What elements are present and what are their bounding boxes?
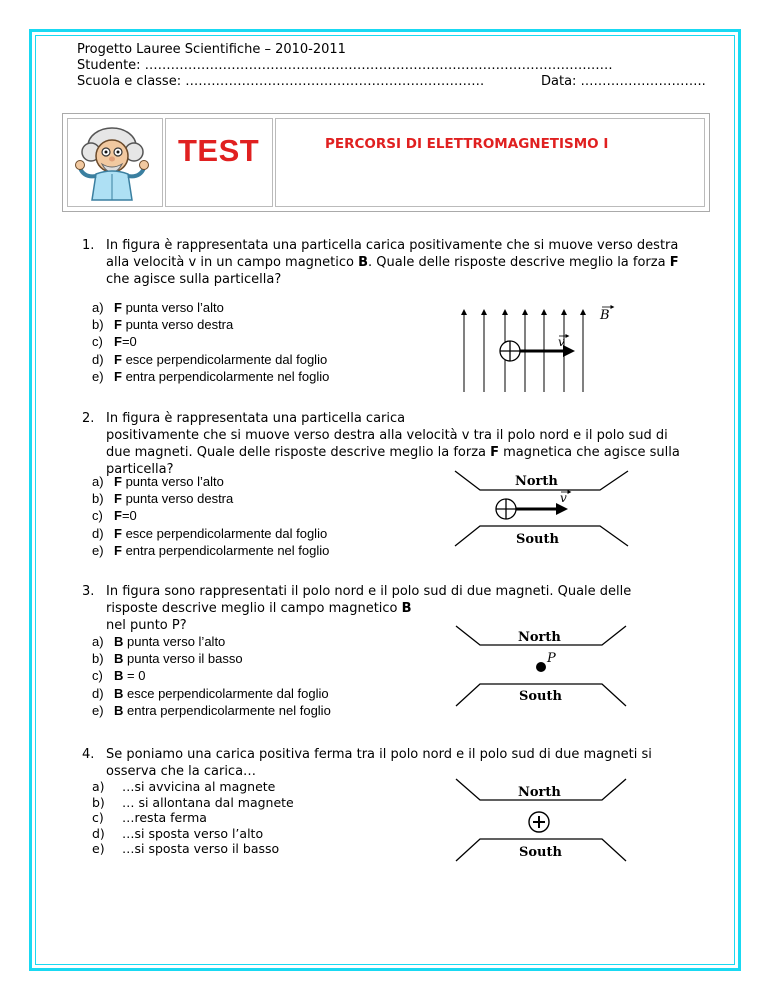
answer-option <box>92 702 331 719</box>
option-text: entra perpendicolarmente nel foglio <box>121 368 330 384</box>
figure-3-magnets-point-p <box>452 624 632 710</box>
test-label: TEST <box>178 133 260 168</box>
question-2-options <box>92 473 329 559</box>
date-field: Data: ……………………….. <box>541 74 706 89</box>
answer-option <box>92 299 329 316</box>
answer-option <box>92 473 329 490</box>
question-line: risposte descrive meglio il campo magnetico B <box>106 601 412 616</box>
north-label: North <box>518 785 561 800</box>
option-letter: a) <box>92 300 104 315</box>
answer-option <box>92 795 294 811</box>
question-line: due magneti. Quale delle risposte descrive meglio la forza F magnetica che agisce sulla <box>106 445 680 460</box>
option-text: entra perpendicolarmente nel foglio <box>123 702 331 718</box>
south-label: South <box>519 689 562 704</box>
option-symbol: F <box>114 317 122 333</box>
answer-option <box>92 667 331 684</box>
option-letter: a) <box>92 634 104 649</box>
north-label: North <box>515 474 558 489</box>
answer-option <box>92 316 329 333</box>
option-letter: d) <box>92 685 104 701</box>
option-text: punta verso l’alto <box>123 634 226 649</box>
south-label: South <box>519 845 562 860</box>
option-symbol: B <box>114 685 124 701</box>
figure-4-magnets-stationary-charge <box>452 775 632 865</box>
option-letter: e) <box>92 542 104 558</box>
option-letter: a) <box>92 474 104 489</box>
answer-option <box>92 779 294 795</box>
north-label: North <box>518 630 561 645</box>
option-text: =0 <box>121 508 137 524</box>
option-symbol: F <box>114 542 122 558</box>
question-line: che agisce sulla particella? <box>106 272 282 287</box>
option-letter: b) <box>92 794 105 810</box>
option-text: = 0 <box>123 668 146 684</box>
option-letter: c) <box>92 810 104 826</box>
answer-option <box>92 333 329 350</box>
field-b-label: B <box>600 308 610 323</box>
option-symbol: F <box>114 368 122 384</box>
option-symbol: F <box>114 351 122 367</box>
option-letter: b) <box>92 651 104 667</box>
question-line: 2. In figura è rappresentata una particella carica <box>82 411 406 426</box>
question-number: 3. <box>82 584 95 599</box>
option-letter: e) <box>92 702 104 718</box>
student-field: Studente: ……………………………………………………………………………………………… <box>77 58 613 73</box>
option-text: …si avvicina al magnete <box>122 779 276 794</box>
question-line: 1. In figura è rappresentata una particella carica positivamente che si muove verso destra <box>82 238 679 253</box>
question-1-options <box>92 299 329 385</box>
option-letter: c) <box>92 668 103 684</box>
option-symbol: F <box>114 508 122 524</box>
question-4-options <box>92 779 294 857</box>
figure-1-magnetic-field <box>455 300 625 394</box>
option-letter: d) <box>92 825 105 841</box>
question-line: 4. Se poniamo una carica positiva ferma tra il polo nord e il polo sud di due magneti si <box>82 747 652 762</box>
option-text: punta verso destra <box>121 317 234 333</box>
answer-option <box>92 650 331 667</box>
figure-2-magnets-moving-charge <box>450 468 635 554</box>
option-text: punta verso il basso <box>123 651 243 667</box>
velocity-label: v <box>560 491 567 505</box>
south-label: South <box>516 532 559 547</box>
question-number: 4. <box>82 747 95 762</box>
answer-option <box>92 685 331 702</box>
option-letter: c) <box>92 508 103 524</box>
question-line: particella? <box>106 462 174 477</box>
option-text: entra perpendicolarmente nel foglio <box>121 542 330 558</box>
answer-option <box>92 841 294 857</box>
option-letter: d) <box>92 525 104 541</box>
answer-option <box>92 368 329 385</box>
option-letter: a) <box>92 779 105 794</box>
title-box <box>62 113 710 212</box>
option-symbol: F <box>114 334 122 350</box>
option-symbol: F <box>114 525 122 541</box>
option-letter: e) <box>92 841 105 857</box>
option-text: …resta ferma <box>122 810 207 826</box>
option-symbol: F <box>114 491 122 507</box>
school-field: Scuola e classe: …………………………………………………………… <box>77 74 485 89</box>
option-symbol: F <box>114 474 122 489</box>
title-cell <box>275 118 705 207</box>
option-symbol: F <box>114 300 122 315</box>
option-symbol: B <box>114 702 124 718</box>
question-line: 3. In figura sono rappresentati il polo nord e il polo sud di due magneti. Quale delle <box>82 584 632 599</box>
answer-option <box>92 351 329 368</box>
answer-option <box>92 810 294 826</box>
question-line: alla velocità v in un campo magnetico B. Quale delle risposte descrive meglio la forza F <box>106 255 679 270</box>
answer-option <box>92 525 329 542</box>
option-symbol: B <box>114 651 124 667</box>
question-1-text <box>82 237 702 288</box>
answer-option <box>92 490 329 507</box>
question-line: nel punto P? <box>106 618 187 633</box>
page-title: PERCORSI DI ELETTROMAGNETISMO I <box>325 136 609 152</box>
question-number: 2. <box>82 411 95 426</box>
option-text: punta verso l’alto <box>121 474 224 489</box>
answer-option <box>92 633 331 650</box>
question-line: osserva che la carica… <box>106 764 257 779</box>
velocity-label: v <box>558 335 565 349</box>
answer-option <box>92 507 329 524</box>
option-text: …si sposta verso il basso <box>122 841 280 857</box>
project-line: Progetto Lauree Scientifiche – 2010-2011 <box>77 42 346 57</box>
option-text: … si allontana dal magnete <box>122 794 294 810</box>
scientist-mascot-icon <box>74 124 156 204</box>
option-letter: e) <box>92 368 104 384</box>
option-letter: d) <box>92 351 104 367</box>
option-letter: c) <box>92 334 103 350</box>
question-line: positivamente che si muove verso destra alla velocità v tra il polo nord e il polo sud di <box>106 428 668 443</box>
question-3-options <box>92 633 331 719</box>
option-text: esce perpendicolarmente dal foglio <box>123 685 329 701</box>
question-number: 1. <box>82 238 95 253</box>
option-text: esce perpendicolarmente dal foglio <box>121 525 328 541</box>
option-symbol: B <box>114 668 124 684</box>
option-text: punta verso l’alto <box>121 300 224 315</box>
point-p-label: P <box>547 651 556 666</box>
option-letter: b) <box>92 317 104 333</box>
option-letter: b) <box>92 491 104 507</box>
answer-option <box>92 542 329 559</box>
answer-option <box>92 826 294 842</box>
option-text: esce perpendicolarmente dal foglio <box>121 351 328 367</box>
option-text: punta verso destra <box>121 491 234 507</box>
option-symbol: B <box>114 634 124 649</box>
option-text: …si sposta verso l’alto <box>122 825 264 841</box>
option-text: =0 <box>121 334 137 350</box>
